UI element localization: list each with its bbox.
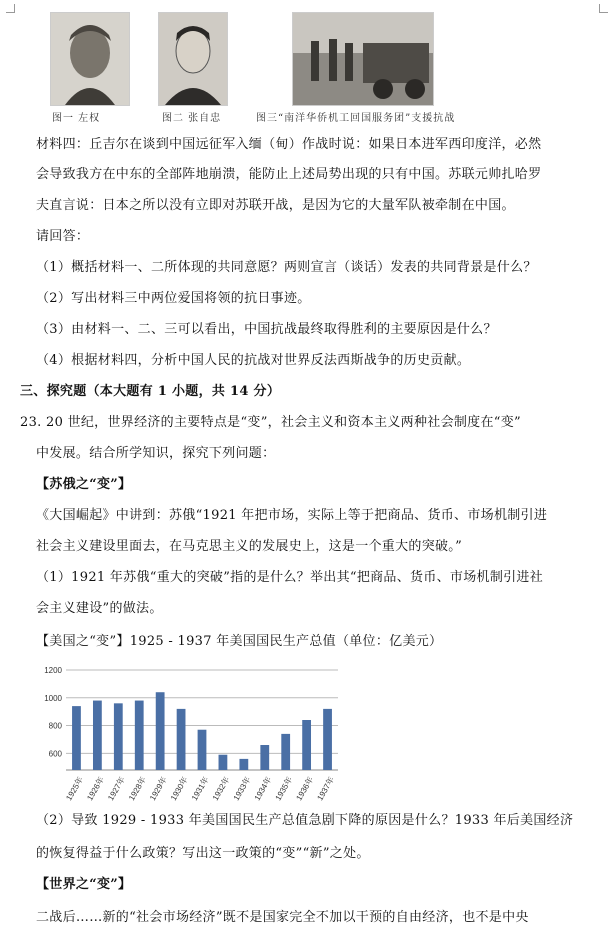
x-tick-label: 1935年 bbox=[273, 775, 295, 803]
caption-figure-1: 图一 左权 bbox=[52, 113, 101, 124]
material4-line-2: 会导致我方在中东的全部阵地崩溃，能防止上述局势出现的只有中国。苏联元帅扎哈罗 bbox=[36, 167, 542, 182]
question-2: （2）写出材料三中两位爱国将领的抗日事迹。 bbox=[36, 291, 311, 306]
photo-strip bbox=[42, 6, 490, 128]
question-1: （1）概括材料一、二所体现的共同意愿？两则宣言（谈话）发表的共同背景是什么？ bbox=[36, 260, 537, 275]
x-tick-label: 1934年 bbox=[252, 775, 274, 803]
q23-line-2: 中发展。结合所学知识，探究下列问题： bbox=[36, 446, 276, 461]
bar-1935年 bbox=[281, 734, 290, 770]
questions-intro: 请回答： bbox=[36, 229, 90, 244]
soviet-question-line-2: 会主义建设”的做法。 bbox=[36, 601, 163, 616]
bar-1932年 bbox=[219, 755, 228, 770]
x-tick-label: 1930年 bbox=[168, 775, 190, 803]
material4-line-1: 材料四：丘吉尔在谈到中国远征军入缅（甸）作战时说：如果日本进军西印度洋，必然 bbox=[36, 137, 542, 152]
question-4: （4）根据材料四，分析中国人民的抗战对世界反法西斯战争的历史贡献。 bbox=[36, 353, 471, 368]
x-tick-label: 1927年 bbox=[106, 775, 127, 803]
photo-overseas-service-group bbox=[292, 12, 434, 106]
y-tick-label: 800 bbox=[48, 721, 62, 731]
bar-1936年 bbox=[302, 720, 311, 770]
x-tick-label: 1928年 bbox=[127, 775, 148, 803]
bar-1931年 bbox=[198, 730, 207, 770]
gnp-chart-svg bbox=[36, 662, 348, 806]
x-tick-label: 1931年 bbox=[189, 775, 211, 803]
y-tick-label: 600 bbox=[48, 749, 62, 759]
bar-1930年 bbox=[177, 709, 186, 770]
soviet-question-line-1: （1）1921 年苏俄“重大的突破”指的是什么？举出其“把商品、货币、市场机制引进社 bbox=[36, 570, 544, 585]
x-tick-label: 1925年 bbox=[64, 775, 86, 803]
soviet-quote-line-2: 社会主义建设里面去，在马克思主义的发展史上，这是一个重大的突破。” bbox=[36, 539, 463, 554]
world-heading: 【世界之“变”】 bbox=[36, 877, 132, 892]
gnp-bar-chart bbox=[36, 662, 348, 806]
page-corner-mark-left bbox=[6, 4, 15, 13]
x-tick-label: 1929年 bbox=[148, 775, 169, 803]
bar-1934年 bbox=[260, 745, 269, 770]
bar-1937年 bbox=[323, 709, 332, 770]
question-3: （3）由材料一、二、三可以看出，中国抗战最终取得胜利的主要原因是什么？ bbox=[36, 322, 497, 337]
caption-figure-2: 图二 张自忠 bbox=[162, 113, 222, 124]
q23-line-1: 23. 20 世纪，世界经济的主要特点是“变”，社会主义和资本主义两种社会制度在“变” bbox=[20, 415, 521, 430]
caption-figure-3: 图三“南洋华侨机工回国服务团”支援抗战 bbox=[256, 113, 456, 124]
y-tick-label: 1200 bbox=[44, 666, 62, 675]
y-tick-label: 1000 bbox=[44, 693, 62, 703]
bar-1925年 bbox=[72, 706, 81, 770]
bar-1933年 bbox=[239, 759, 248, 770]
photo-zhang-zizhong bbox=[158, 12, 228, 106]
section-3-heading: 三、探究题（本大题有 1 小题，共 14 分） bbox=[20, 384, 281, 399]
us-heading: 【美国之“变”】1925 - 1937 年美国国民生产总值（单位：亿美元） bbox=[36, 634, 443, 649]
x-tick-label: 1936年 bbox=[294, 775, 316, 803]
soviet-heading: 【苏俄之“变”】 bbox=[36, 477, 132, 492]
bar-1926年 bbox=[93, 701, 102, 770]
x-tick-label: 1933年 bbox=[231, 775, 253, 803]
soviet-quote-line-1: 《大国崛起》中讲到：苏俄“1921 年把市场，实际上等于把商品、货币、市场机制引进 bbox=[36, 508, 548, 523]
photo-zuo-quan bbox=[50, 12, 130, 106]
world-text-line-1: 二战后……新的“社会市场经济”既不是国家完全不加以干预的自由经济，也不是中央 bbox=[36, 910, 529, 925]
material4-line-3: 夫直言说：日本之所以没有立即对苏联开战，是因为它的大量军队被牵制在中国。 bbox=[36, 198, 515, 213]
x-tick-label: 1937年 bbox=[315, 775, 337, 803]
us-question-line-2: 的恢复得益于什么政策？写出这一政策的“变”“新”之处。 bbox=[36, 846, 370, 861]
bar-1927年 bbox=[114, 703, 123, 770]
us-question-line-1: （2）导致 1929 - 1933 年美国国民生产总值急剧下降的原因是什么？1933 年后美国经济 bbox=[36, 813, 574, 828]
bar-1929年 bbox=[156, 692, 165, 770]
page-corner-mark-right bbox=[599, 4, 608, 13]
x-tick-label: 1932年 bbox=[210, 775, 232, 803]
x-tick-label: 1926年 bbox=[85, 775, 106, 803]
bar-1928年 bbox=[135, 701, 144, 770]
